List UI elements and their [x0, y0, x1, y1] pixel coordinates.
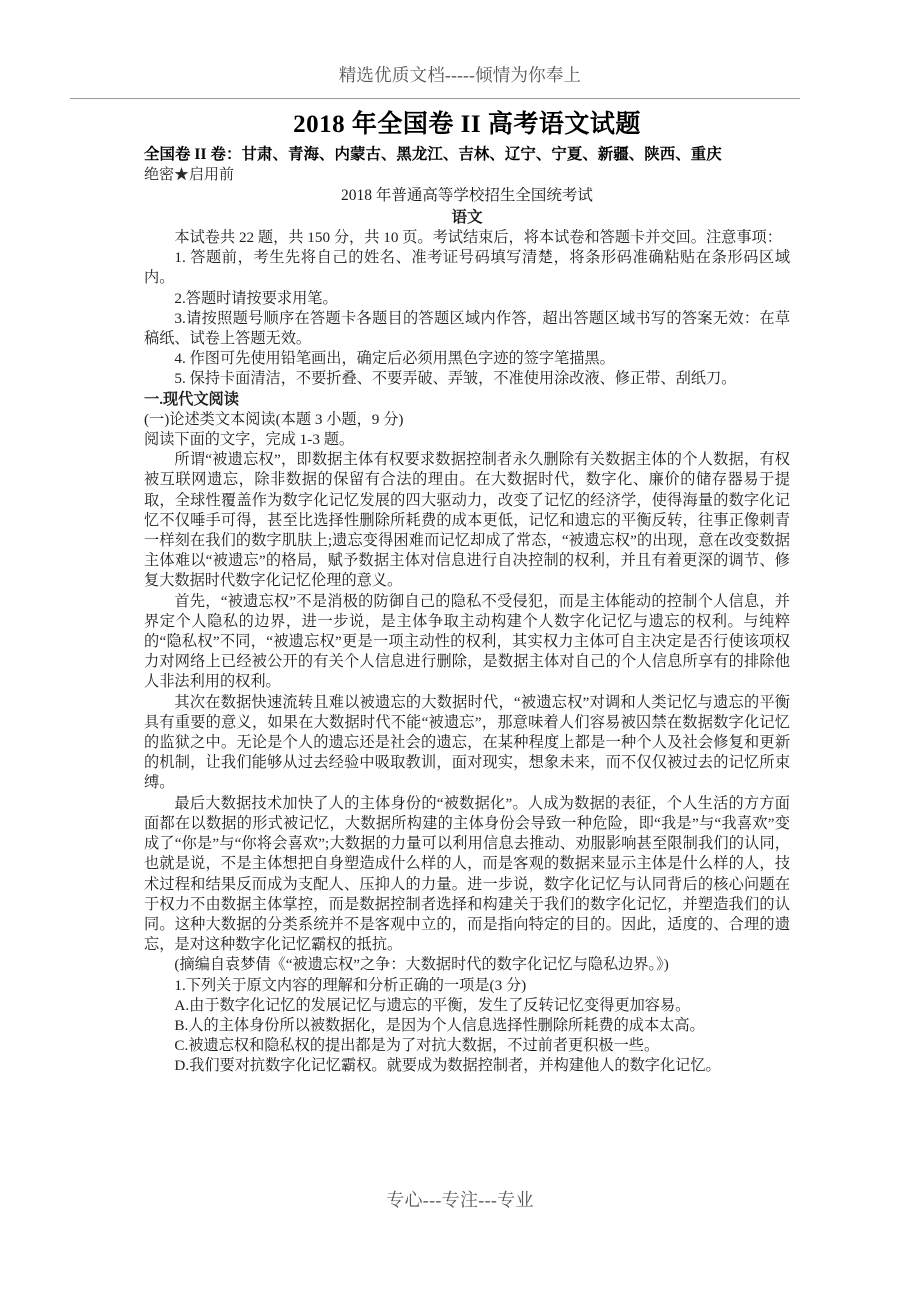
instruction-item: 4. 作图可先使用铅笔画出，确定后必须用黑色字迹的签字笔描黑。 [174, 350, 615, 368]
instruction-item: 1. 答题前，考生先将自己的姓名、准考证号码填写清楚，将条形码准确粘贴在条形码区域内。 [144, 249, 790, 287]
answer-option: A.由于数字化记忆的发展记忆与遗忘的平衡，发生了反转记忆变得更加容易。 [174, 996, 691, 1014]
exam-subject: 语文 [451, 209, 483, 226]
instructions-intro: 本试卷共 22 题，共 150 分，共 10 页。考试结束后，将本试卷和答题卡并交回。注意事项： [174, 229, 782, 246]
document-body [144, 108, 790, 1077]
question-stem: 1.下列关于原文内容的理解和分析正确的一项是(3 分) [174, 976, 527, 994]
secret-notice: 绝密★启用前 [144, 167, 235, 183]
exam-name: 2018 年普通高等学校招生全国统考试 [341, 187, 593, 204]
answer-option: D.我们要对抗数字化记忆霸权。就要成为数据控制者，并构建他人的数字化记忆。 [174, 1057, 721, 1075]
provinces-line: 全国卷 II 卷：甘肃、青海、内蒙古、黑龙江、吉林、辽宁、宁夏、新疆、陕西、重庆 [144, 146, 722, 163]
source-citation: (摘编自袁梦倩《“被遗忘权”之争：大数据时代的数字化记忆与隐私边界。》) [174, 956, 669, 974]
section-heading: 一.现代文阅读 [144, 390, 239, 408]
passage-paragraph: 最后大数据技术加快了人的主体身份的“被数据化”。人成为数据的表征，个人生活的方方面面都在以数据的形式被记忆，大数据所构建的主体身份会导致一种危险，即“我是”与“我喜欢”变成了“你是”与“你将会喜欢”;大数据的力量可以利用信息去推动、劝服影响甚至限制我们的认同，也就是说，不是主体想把自身塑造成什么样的人，而是客观的数据来显示主体是什么样的人，技术过程和结果反而成为支配人、压抑人的力量。进一步说，数字化记忆与认同背后的核心问题在于权力不由数据主体掌控，而是数据控制者选择和构建关于我们的数字化记忆，并塑造我们的认同。这种大数据的分类系统并不是客观中立的，而是指向特定的目的。因此，适度的、合理的遗忘，是对这种数字化记忆霸权的抵抗。 [144, 794, 790, 954]
passage-paragraph: 其次在数据快速流转且难以被遗忘的大数据时代，“被遗忘权”对调和人类记忆与遗忘的平衡具有重要的意义，如果在大数据时代不能“被遗忘”，那意味着人们容易被囚禁在数据数字化记忆的监狱之中。无论是个人的遗忘还是社会的遗忘，在某种程度上都是一种个人及社会修复和更新的机制，让我们能够从过去经验中吸取教训，面对现实，想象未来，而不仅仅被过去的记忆所束缚。 [144, 693, 790, 792]
reading-prompt: 阅读下面的文字，完成 1-3 题。 [144, 431, 355, 449]
instruction-item: 2.答题时请按要求用笔。 [174, 289, 338, 307]
passage-paragraph: 所谓“被遗忘权”，即数据主体有权要求数据控制者永久删除有关数据主体的个人数据，有权被互联网遗忘，除非数据的保留有合法的理由。在大数据时代，数字化、廉价的储存器易于提取，全球性覆盖作为数字化记忆发展的四大驱动力，改变了记忆的经济学，使得海量的数字化记忆不仅唾手可得，甚至比选择性删除所耗费的成本更低，记忆和遗忘的平衡反转，往事正像刺青一样刻在我们的数字肌肤上;遗忘变得困难而记忆却成了常态，“被遗忘权”的出现，意在改变数据主体难以“被遗忘”的格局，赋予数据主体对信息进行自决控制的权利，并且有着更深的调节、修复大数据时代数字化记忆伦理的意义。 [144, 451, 790, 590]
header-divider [70, 98, 800, 99]
answer-option: B.人的主体身份所以被数据化，是因为个人信息选择性删除所耗费的成本太高。 [174, 1016, 705, 1034]
instruction-item: 5. 保持卡面清洁，不要折叠、不要弄破、弄皱，不准使用涂改液、修正带、刮纸刀。 [174, 370, 737, 388]
page-title: 2018 年全国卷 II 高考语文试题 [293, 111, 641, 138]
instruction-item: 3.请按照题号顺序在答题卡各题目的答题区域内作答，超出答题区域书写的答案无效：在草稿纸、试卷上答题无效。 [144, 309, 790, 348]
watermark-header: 精选优质文档-----倾情为你奉上 [338, 65, 582, 85]
answer-option: C.被遗忘权和隐私权的提出都是为了对抗大数据，不过前者更积极一些。 [174, 1037, 660, 1055]
watermark-footer: 专心---专注---专业 [386, 1190, 534, 1210]
passage-paragraph: 首先，“被遗忘权”不是消极的防御自己的隐私不受侵犯，而是主体能动的控制个人信息，并界定个人隐私的边界，进一步说，是主体争取主动构建个人数字化记忆与遗忘的权利。与纯粹的“隐私权”不同，“被遗忘权”更是一项主动性的权利，其实权力主体可自主决定是否行使该项权力对网络上已经被公开的有关个人信息进行删除，是数据主体对自己的个人信息所享有的排除他人非法利用的权利。 [144, 592, 790, 691]
subsection-heading: (一)论述类文本阅读(本题 3 小题，9 分) [144, 410, 404, 428]
